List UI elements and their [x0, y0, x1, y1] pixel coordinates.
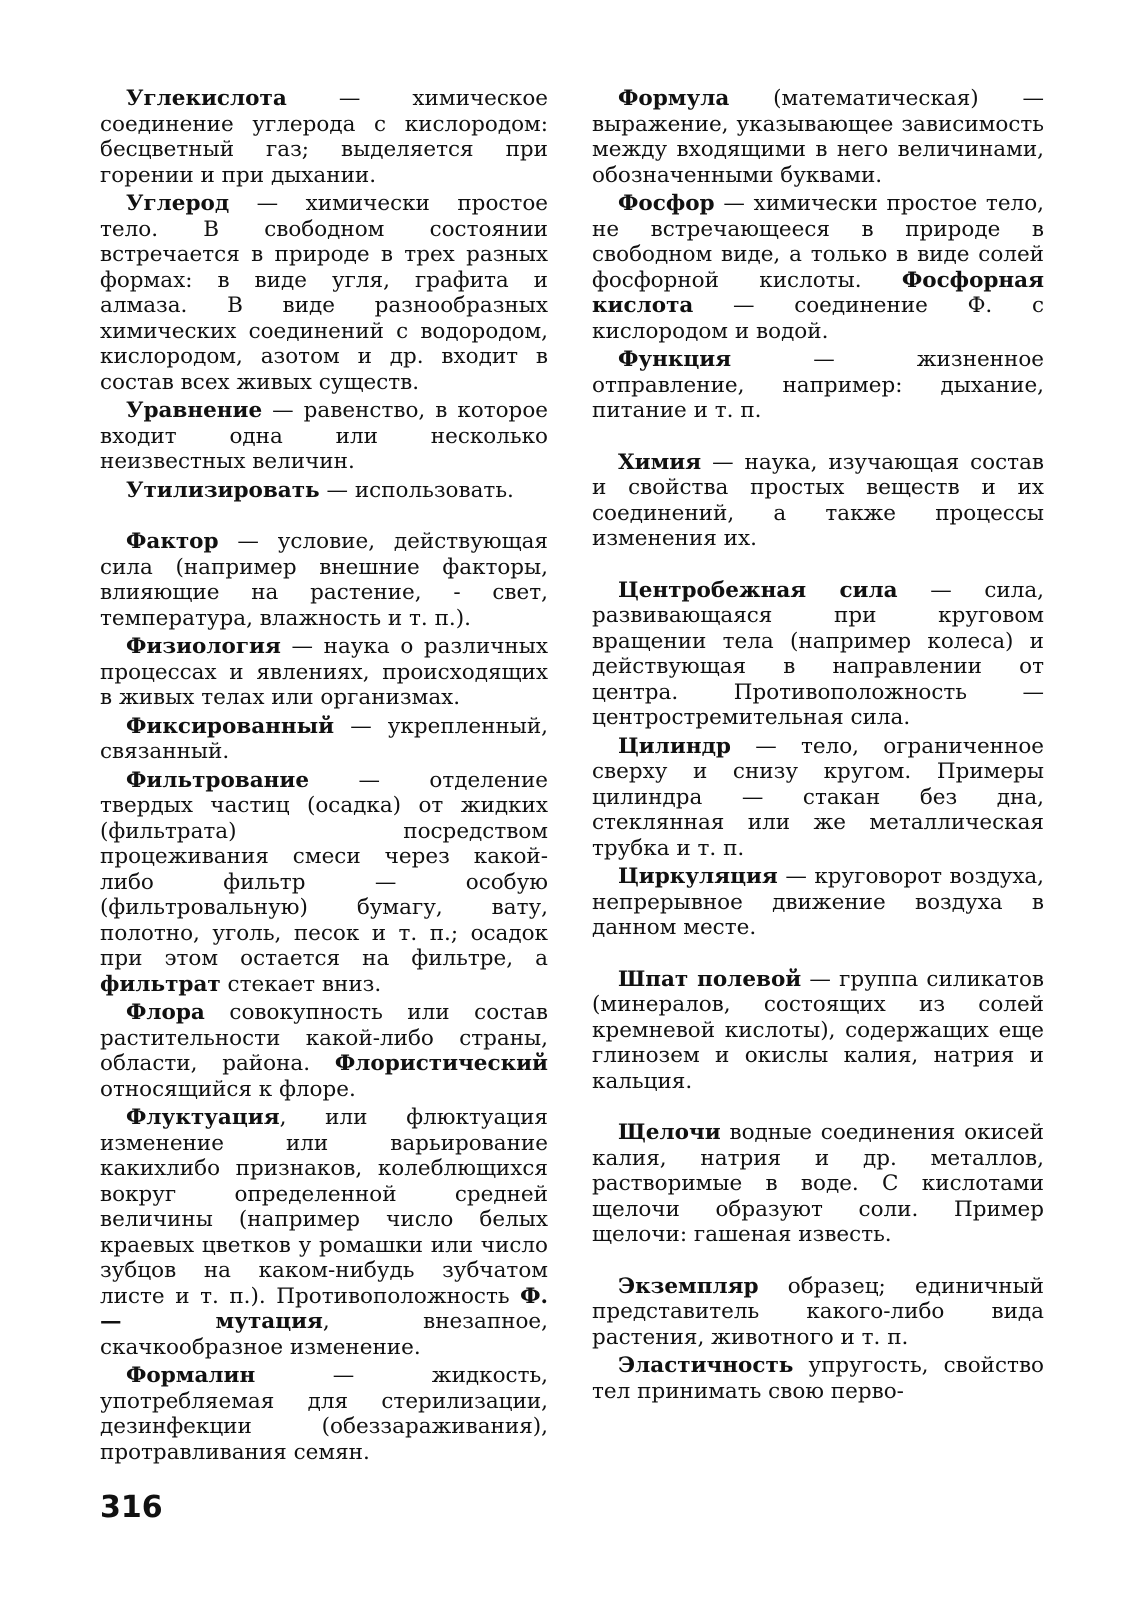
entry-uravnenie [100, 398, 548, 475]
entry-definition: — укрепленный, связанный. [100, 713, 548, 764]
entry-definition: образец; единичный представитель какого-либо вида растения, животного и т. п. [592, 1273, 1044, 1350]
entry-term: Фактор [126, 529, 219, 554]
entry-definition: — химическое соединение углерода с кислородом: бесцветный газ; выделяется при горении и при дыхании. [100, 86, 548, 188]
entry-term: Утилизировать [126, 477, 320, 503]
entry-term: Фосфор [618, 191, 715, 216]
entry-definition: — круговорот воздуха, непрерывное движение воздуха в данном месте. [592, 864, 1044, 940]
entry-definition: — группа силикатов (минералов, состоящих из солей кремневой кислоты), содержащих еще глинозем и окислы калия, натрия и кальция. [592, 966, 1044, 1094]
entry-definition: — химически простое тело, не встречающееся в природе в свободном виде, а только в виде солей фосфорной кислоты. [592, 191, 1044, 293]
entry-definition-tail: относящийся к флоре. [100, 1076, 356, 1102]
entry-term: Цилиндр [618, 733, 731, 759]
entry-definition: — отделение твердых частиц (осадка) от жидких (фильтрата) посредством процеживания смеси через какой-либо фильтр — особую (фильтровальную) бумагу, вату, полотно, уголь, песок и т. п.; осадок при этом остается на фильтре, а [100, 767, 548, 971]
entry-definition: — наука, изучающая состав и свойства простых веществ и их соединений, а также процессы изменения их. [592, 449, 1044, 551]
entry-definition: — равенство, в которое входит одна или несколько неизвестных величин. [100, 398, 548, 474]
entry-definition: , или флюктуация изменение или варьирование какихлибо признаков, колеблющихся вокруг определенной средней величины (например число белых краевых цветков у ромашки или число зубцов на каком-нибудь зубчатом листе и т. п.). Противоположность [100, 1105, 548, 1309]
entry-term: Уравнение [126, 398, 263, 423]
entry-definition: — жизненное отправление, например: дыхание, питание и т. п. [592, 347, 1044, 423]
entry-fiziologiya [100, 634, 548, 711]
entry-definition: — химически простое тело. В свободном состоянии встречается в природе в трех разных формах: в виде угля, графита и алмаза. В виде разнообразных химических соединений с водородом, кислородом, азотом и др. входит в состав всех живых существ. [100, 191, 548, 395]
entry-tsilindr [592, 734, 1044, 862]
entry-ekzemplyar [592, 1274, 1044, 1351]
entry-funktsiya [592, 347, 1044, 424]
entry-filtrovanie [100, 768, 548, 998]
entry-definition: упругость, свойство тел принимать свою перво- [592, 1353, 1044, 1404]
entry-subterm: Флористический [334, 1051, 548, 1076]
entry-utilizirovat [100, 478, 548, 504]
entry-term: Физиология [126, 634, 281, 659]
entry-definition-tail: стекает вниз. [220, 971, 382, 997]
entry-uglekislota [100, 86, 548, 188]
entry-subterm: Фосфорная кислота [592, 267, 1044, 318]
entry-faktor [100, 529, 548, 631]
entry-term: Флора [126, 1000, 205, 1025]
left-column [100, 86, 548, 1468]
entry-term: Экземпляр [618, 1273, 759, 1299]
entry-term: Углекислота [126, 86, 287, 111]
entry-uglerod [100, 191, 548, 395]
entry-term: Формула [618, 86, 730, 111]
entry-elastichnost [592, 1353, 1044, 1404]
entry-definition: водные соединения окисей калия, натрия и др. металлов, растворимые в воде. С кислотами щелочи образуют соли. Пример щелочи: гашеная известь. [592, 1120, 1044, 1247]
entry-term: Щелочи [618, 1120, 721, 1145]
entry-term: Циркуляция [618, 864, 778, 889]
entry-definition: совокупность или состав растительности какой-либо страны, области, района. [100, 1000, 548, 1076]
entry-definition: — условие, действующая сила (например внешние факторы, влияющие на растение, - свет, температура, влажность и т. п.). [100, 529, 548, 631]
entry-definition: — тело, ограниченное сверху и снизу кругом. Примеры цилиндра — стакан без дна, стеклянная или же металлическая трубка и т. п. [592, 733, 1044, 861]
entry-definition: (математическая) — выражение, указывающее зависимость между входящими в него величинами, обозначенными буквами. [592, 86, 1044, 188]
entry-formula [592, 86, 1044, 188]
entry-shpat-polevoi [592, 967, 1044, 1095]
page-number: 316 [100, 1490, 163, 1525]
entry-khimiya [592, 450, 1044, 552]
entry-term: Эластичность [618, 1353, 794, 1378]
entry-flora [100, 1000, 548, 1102]
entry-formalin [100, 1363, 548, 1465]
entry-tsirkulyatsiya [592, 864, 1044, 941]
entry-tsentrobezhnaya-sila [592, 578, 1044, 731]
right-column [592, 86, 1044, 1407]
entry-definition: — использовать. [319, 477, 514, 503]
entry-term: Химия [618, 449, 702, 475]
entry-subterm: фильтрат [100, 971, 221, 997]
entry-term: Функция [618, 347, 732, 372]
entry-definition: — жидкость, употребляемая для стерилизации, дезинфекции (обеззараживания), протравливания семян. [100, 1363, 548, 1465]
entry-definition-tail: , внезапное, скачкообразное изменение. [100, 1309, 548, 1360]
entry-subterm: Ф. — мутация [100, 1283, 548, 1334]
entry-definition: — наука о различных процессах и явлениях, происходящих в живых телах или организмах. [100, 634, 548, 710]
entry-fiksirovannyi [100, 714, 548, 765]
entry-term: Фиксированный [126, 713, 335, 739]
entry-term: Формалин [126, 1363, 256, 1388]
entry-term: Углерод [126, 191, 230, 216]
entry-fluktuatsiya [100, 1105, 548, 1360]
entry-definition-tail: — соединение Ф. с кислородом и водой. [592, 293, 1044, 344]
entry-term: Флуктуация [126, 1105, 280, 1130]
entry-shchelochi [592, 1120, 1044, 1248]
entry-term: Фильтрование [126, 767, 310, 793]
entry-fosfor [592, 191, 1044, 344]
entry-term: Центробежная сила [618, 577, 898, 603]
entry-term: Шпат полевой [618, 966, 802, 992]
entry-definition: — сила, развивающаяся при круговом вращении тела (например колеса) и действующая в направлении от центра. Противоположность — центростремительная сила. [592, 577, 1045, 730]
